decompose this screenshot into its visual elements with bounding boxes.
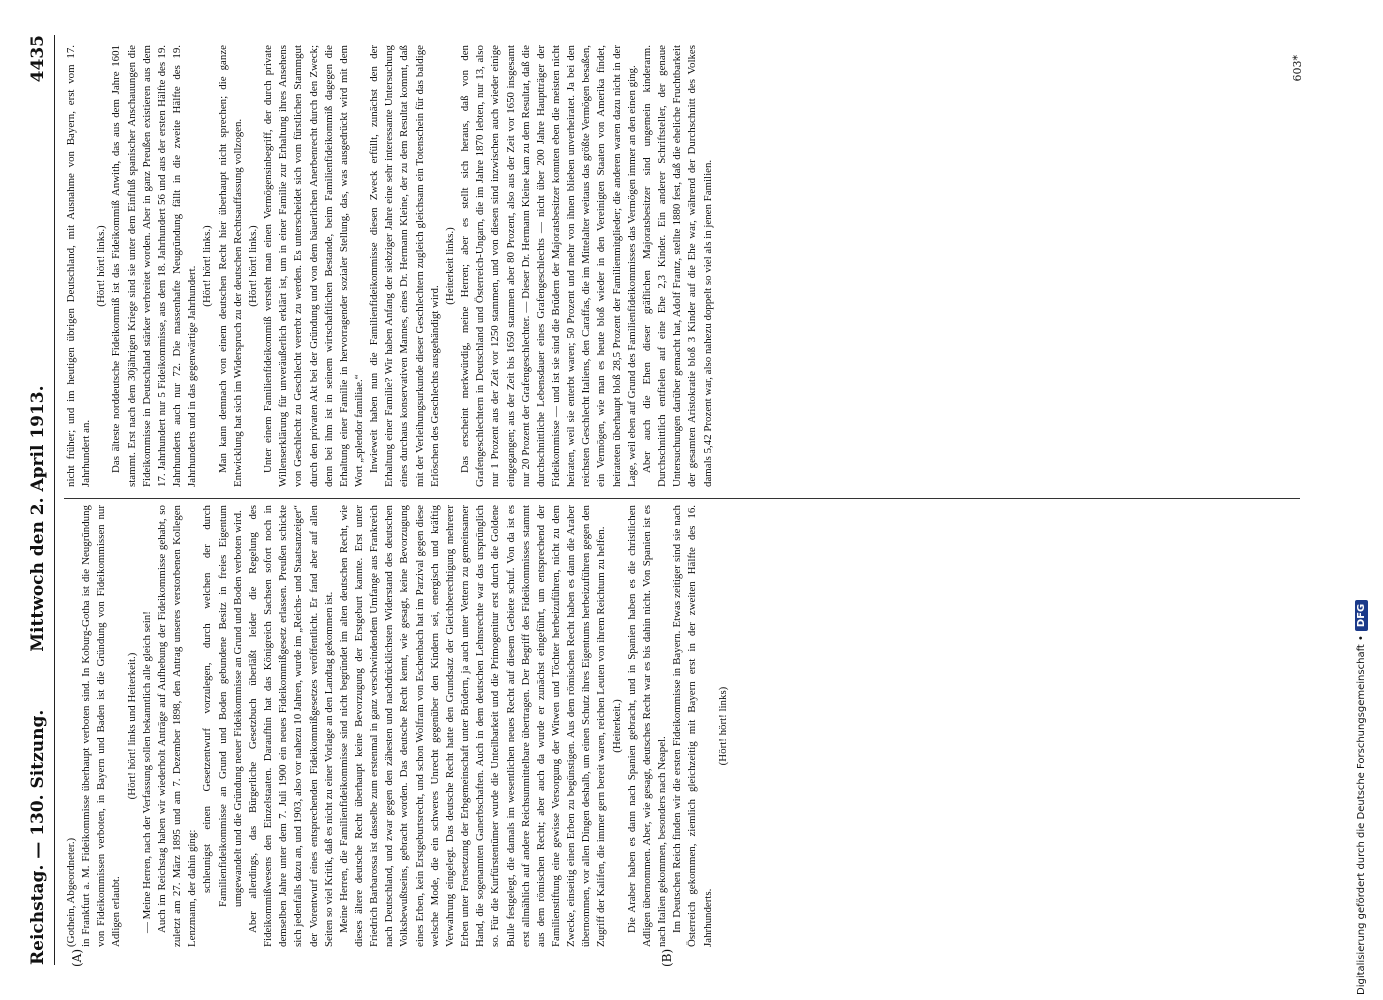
page-header (20, 35, 55, 965)
paragraph: Im Deutschen Reich finden wir die ersten Fideikommisse in Bayern. Etwas zeitiger sind sie nach Österreich gekommen, ziemlich gleichzeitig mit Bayern erst in der zweiten Hälfte des 16. Jahrhunderts. (671, 505, 714, 947)
paragraph: in Frankfurt a. M. Fideikommisse überhaupt verboten sind. In Koburg-Gotha ist die Neugründung von Fideikommissen verboten, in Bayern und Baden ist die Gründung von Fideikommissen nur Adligen erlaubt. (80, 505, 123, 947)
credit-text: Digitalisierung gefördert durch die Deutsche Forschungsgemeinschaft • (1355, 635, 1367, 995)
paragraph: Man kann demnach von einem deutschen Recht hier überhaupt nicht sprechen; die ganze Entwicklung hat sich im Widerspruch zu der deutschen Rechtsauffassung vollzogen. (216, 45, 244, 487)
right-column (64, 45, 1306, 487)
header-session: Reichstag. — 130. Sitzung. (28, 709, 48, 965)
page-reference: 603* (1291, 55, 1304, 82)
header-date: Mittwoch den 2. April 1913. (28, 385, 48, 652)
margin-mark-a: (A) (70, 948, 84, 967)
digitization-credit (1348, 0, 1374, 995)
interjection: (Hört! hört! links.) (246, 225, 259, 307)
document-page (20, 25, 1310, 975)
paragraph: — Meine Herren, nach der Verfassung sollen bekanntlich alle gleich sein! (140, 611, 153, 933)
interjection: (Hört! hört! links.) (95, 225, 108, 307)
interjection: (Hört! hört! links und Heiterkeit.) (125, 652, 138, 800)
paragraph: nicht früher; und im heutigen übrigen Deutschland, mit Ausnahme von Bayern, erst vom 17. Jahrhundert an. (65, 45, 93, 487)
margin-mark-b: (B) (660, 948, 674, 967)
paragraph: Unter einem Familienfideikommiß versteht man einen Vermögensinbegriff, der durch private Willenserklärung für unveräußerlich erklärt ist, um in einer Familie zur Erhaltung ihres Ansehens von Geschlecht zu Geschlecht vererbt zu werden. Es unterscheidet sich vom fürstlichen Stammgut durch den privaten Akt bei der Gründung und von dem bäuerlichen Anerbenrecht durch den Zweck; denn bei ihm ist in seinem wirtschaftlichen Bestande, beim Familienfideikommiß dagegen die Erhaltung einer Familie in hervorragender sozialer Stellung, das, was ausgedrückt wird mit dem Wort „splendor familiae.“ (262, 45, 365, 487)
paragraph: Die Araber haben es dann nach Spanien gebracht, und in Spanien haben es die christlichen Adligen übernommen. Aber, wie gesagt, deutsches Recht war es bis dahin nicht. Von Spanien ist es nach Italien gekommen, besonders nach Neapel. (625, 505, 669, 947)
header-page-number: 4435 (28, 35, 48, 83)
interjection: (Hört! hört! links.) (201, 225, 214, 307)
paragraph: (Gothein, Abgeordneter.) (65, 837, 77, 947)
left-column (64, 505, 1306, 947)
paragraph: Aber allerdings, das Bürgerliche Gesetzbuch überläßt leider die Regelung des Fideikommißwesens den Einzelstaaten. Daraufhin hat das Königreich Sachsen sofort noch in demselben Jahre unter dem 7. Juli 1900 ein neues Fideikommißgesetz erlassen. Preußen schickte sich jedenfalls dazu an, und 1903, also vor nahezu 10 Jahren, wurde im „Reichs- und Staatsanzeiger“ der Vorentwurf eines entsprechenden Fideikommißgesetzes veröffentlicht. Er fand aber auf allen Seiten so viel Kritik, daß es nicht zu einer Vorlage an den Landtag gekommen ist. (246, 505, 335, 947)
paragraph: Das erscheint merkwürdig, meine Herren; aber es stellt sich heraus, daß von den Grafengeschlechtern in Deutschland und Österreich-Ungarn, die im Jahre 1870 lebten, nur 13, also nur 1 Prozent aus der Zeit vor 1250 stammen, und von diesen sind inzwischen auch wieder einige eingegangen; aus der Zeit bis 1650 stammen aber 80 Prozent, also aus der Zeit vor 1650 insgesamt nur 20 Prozent der Grafengeschlechter. — Dieser Dr. Hermann Kleine kam zu dem Resultat, daß die durchschnittliche Lebensdauer eines Grafengeschlechts — nicht über 200 Jahre Hauptträger der Fideikommisse — und ist sie sind die Brüdern der Majoratsbesitzer konnten eben die meisten nicht heiraten, weil sie enterbt waren; 50 Prozent und mehr von ihnen blieben unverheiratet. Ja bei den reichsten Geschlecht Italiens, den Caraffas, die im Mittelalter weitaus das größte Vermögen besaßen, ein Vermögen, wie man es heute bloß wieder in den Vereinigten Staaten von Amerika findet, heirateten überhaupt bloß 28,5 Prozent der Familienmitglieder; die anderen waren dazu nicht in der Lage, weil eben auf Grund des Familienfideikommisses das Vermögen immer an den einen ging. (459, 45, 638, 487)
interjection: (Hört! hört! links) (716, 686, 729, 766)
paragraph: Inwieweit haben nun die Familienfideikommisse diesen Zweck erfüllt, zunächst den der Erhaltung einer Familie? Wir haben Anfang der siebziger Jahre eine sehr interessante Untersuchung eines durchaus konservativen Mannes, eines Dr. Hermann Kleine, der zu dem Resultat kommt, daß mit der Verleihungsurkunde dieser Geschlechtern zugleich gleichsam ein Totenschein für das baldige Erlöschen des Geschlechts ausgehändigt wird. (368, 45, 441, 487)
paragraph: Das älteste norddeutsche Fideikommiß ist das Fideikommiß Anwith, das aus dem Jahre 1601 stammt. Erst nach dem 30jährigen Kriege sind sie unter dem Einfluß spanischer Anschauungen die Fideikommisse in Deutschland stärker verbreitet worden. Aber in ganz Preußen existieren aus dem 17. Jahrhundert nur 5 Fideikommisse, aus dem 18. Jahrhundert 56 und aus der ersten Hälfte des 19. Jahrhunderts auch nur 72. Die massenhafte Neugründung fällt in die zweite Hälfte des 19. Jahrhunderts und in das gegenwärtige Jahrhundert. (110, 45, 199, 487)
dfg-logo: DFG (1355, 600, 1368, 631)
column-divider (64, 498, 1300, 499)
paragraph: Meine Herren, die Familienfideikommisse sind nicht begründet im alten deutschen Recht, wie dieses ältere deutsche Recht überhaupt keine Bevorzugung der Erstgeburt kannte. Erst unter Friedrich Barbarossa ist dasselbe zum erstenmal in ganz verschwindendem Umfange aus Frankreich nach Deutschland, und zwar gegen den zähesten und nachdrücklichsten Widerstand des deutschen Volksbewußtseins, gebracht worden. Das deutsche Recht kennt, wie gesagt, keine Bevorzugung eines Erben, kein Erstgeburtsrecht, und schon Wolfram von Eschenbach hat im Parzival gegen diese welsche Mode, die ein schweres Unrecht gegenüber den Kindern sei, energisch und kräftig Verwahrung eingelegt. Das deutsche Recht hatte den Grundsatz der Gleichberechtigung mehrerer Erben unter Fortsetzung der Erbgemeinschaft unter Brüdern, ja auch unter Vettern zu gemeinsamer Hand, die sogenannten Ganerbschaften. Auch in dem deutschen Lehnsrechte war das ursprünglich so. Für die Kurfürstentümer wurde die Unteilbarkeit und die Primogenitur erst durch die Goldene Bulle festgelegt, die damals im wesentlichen neues Recht auf diesem Gebiete schuf. Von da ist es erst allmählich auf andere Reichsunmittelbare übertragen. Der Begriff des Fideikommisses stammt aus dem römischen Recht; aber auch da wurde er zunächst eingeführt, um entsprechend der Familienstiftung eine gewisse Versorgung der Witwen und Töchter herbeizuführen, nicht zu dem Zwecke, einseitig einen Erben zu begünstigen. Aus dem römischen Recht haben es dann die Araber übernommen, vor allen Dingen deshalb, um einen Schutz ihres Eigentums herbeizuführen gegen den Zugriff der Kalifen, die immer gern bereit waren, reichen Leuten von ihrem Reichtum zu helfen. (337, 505, 608, 947)
quoted-motion: schleunigst einen Gesetzentwurf vorzulegen, durch welchen der durch Familienfideikommisse an Grund und Boden gebundene Besitz in freies Eigentum umgewandelt und die Gründung neuer Fideikommisse an Grund und Boden verboten wird. (201, 505, 244, 907)
paragraph: Auch im Reichstag haben wir wiederholt Anträge auf Aufhebung der Fideikommisse gehabt, so zuletzt am 27. März 1895 und am 7. Dezember 1898, den Antrag unseres verstorbenen Kollegen Lenzmann, der dahin ging: (155, 505, 199, 947)
interjection: (Heiterkeit links.) (443, 227, 456, 305)
interjection: (Heiterkeit.) (610, 699, 623, 753)
paragraph: Aber auch die Ehen dieser gräflichen Majoratsbesitzer sind ungemein kinderarm. Durchschnittlich entfielen auf eine Ehe 2,3 Kinder. Ein anderer Schriftsteller, der genaue Untersuchungen darüber gemacht hat, Adolf Frantz, stellte 1880 fest, daß die eheliche Fruchtbarkeit der gesamten Aristokratie bloß 3 Kinder auf die Ehe war, während der Durchschnitt des Volkes damals 5,42 Prozent war, also nahezu doppelt so viel als in jenen Familien. (640, 45, 714, 487)
